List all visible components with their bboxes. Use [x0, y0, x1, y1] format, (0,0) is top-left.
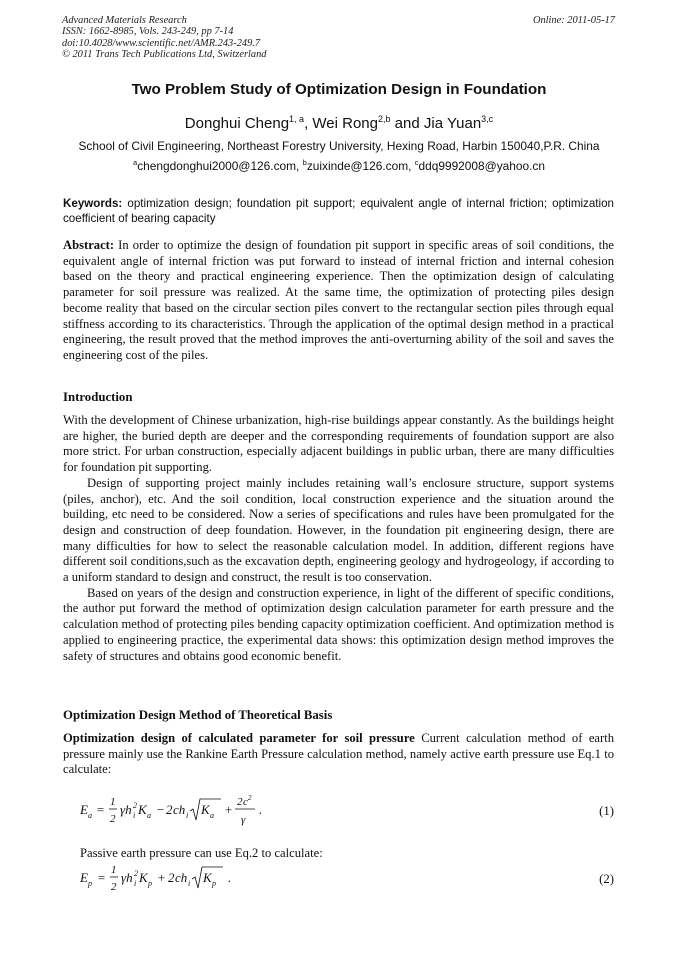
svg-text:i: i	[186, 811, 189, 820]
svg-text:+: +	[157, 870, 166, 885]
svg-text:E: E	[80, 870, 88, 885]
svg-text:.: .	[228, 870, 232, 885]
section-2-paragraph	[63, 731, 614, 778]
svg-text:a: a	[210, 811, 214, 820]
svg-text:γh: γh	[121, 870, 133, 885]
svg-text:2: 2	[134, 869, 138, 878]
svg-text:i: i	[133, 811, 136, 820]
svg-text:p: p	[88, 879, 92, 888]
keywords	[63, 196, 614, 226]
email-list	[0, 159, 678, 173]
svg-text:2: 2	[111, 881, 117, 893]
svg-text:p: p	[212, 879, 216, 888]
paper-title: Two Problem Study of Optimization Design in Foundation	[131, 81, 547, 98]
svg-text:K: K	[201, 802, 210, 817]
online-date: Online: 2011-05-17	[532, 15, 615, 26]
svg-text:E: E	[80, 802, 88, 817]
email-1-sup: a	[133, 158, 138, 167]
svg-text:K: K	[139, 870, 148, 885]
keywords-label: Keywords:	[63, 197, 123, 210]
email-2-sup: b	[302, 158, 307, 167]
journal-name: Advanced Materials Research	[62, 15, 187, 26]
equation-1	[80, 790, 280, 830]
svg-text:a: a	[88, 811, 92, 820]
affiliation: School of Civil Engineering, Northeast Forestry University, Hexing Road, Harbin 150040,P.R. China	[78, 139, 600, 153]
svg-text:2: 2	[110, 813, 116, 825]
svg-text:i: i	[188, 879, 191, 888]
equation-2-number: (2)	[599, 872, 614, 886]
svg-text:2: 2	[133, 801, 137, 810]
intro-paragraph-3: Based on years of the design and construction experience, in light of the different of specific conditions, the author put forward the method of optimization design calculation parameter for earth pressure and the calculation method of protecting piles bending capacity optimization coefficient. And optimization method is applied to engineering practice, the experimental data shows: this optimization design method improves the safety of structures and obtains good economic benefit.	[63, 585, 614, 663]
journal-header	[62, 15, 266, 61]
svg-text:−: −	[156, 802, 165, 817]
abstract-text: In order to optimize the design of foundation pit support in specific areas of soil conditions, the equivalent angle of internal friction was put forward to instead of internal friction and internal cohesion based on the theory and practical engineering experience. Then the optimization design of calculating parameter for soil pressure was realized. At the same time, the optimization of protecting piles design become reality that based on the circular section piles convert to the rectangular section piles through equal stiffness according to its characteristics. Through the application of the optimal design method in a practical engineering, the result proved that the method improves the anti-overturning ability of the soil and saves the engineering cost of the piles.	[63, 238, 614, 362]
intro-paragraph-2: Design of supporting project mainly includes retaining wall’s enclosure structure, support systems (piles, anchor), etc. And the soil condition, local construction experience and the situation around the building, etc need to be considered. Now a series of specifications and rules have been promulgated for the design and construction of deep foundation. However, in the foundation pit engineering design, there are many difficulties for how to select the reasonable calculation model. In addition, different regions have different soil conditions,such as the excavation depth, engineering geology and hydrogeology, if according to a uniform standard to design and construct, the result is too conservation.	[63, 475, 614, 585]
author-list	[0, 115, 678, 132]
section-2-heading: Optimization Design Method of Theoretical Basis	[63, 708, 333, 722]
author-3-name: Jia Yuan	[423, 115, 482, 132]
svg-text:p: p	[148, 879, 152, 888]
svg-text:ch: ch	[173, 802, 186, 817]
svg-text:2: 2	[168, 870, 175, 885]
svg-text:a: a	[147, 811, 151, 820]
svg-text:K: K	[203, 870, 212, 885]
abstract-label: Abstract:	[63, 238, 115, 252]
doi-line: doi:10.4028/www.scientific.net/AMR.243-249.7	[62, 37, 261, 49]
email-3: ddq9992008@yahoo.cn	[418, 159, 545, 173]
email-2: zuixinde@126.com,	[306, 159, 415, 173]
svg-text:2: 2	[237, 796, 243, 808]
author-2-sup: 2,b	[378, 114, 391, 124]
svg-text:=: =	[96, 802, 105, 817]
equation-1-number: (1)	[599, 804, 614, 818]
equation-2	[80, 860, 260, 898]
author-1-name: Donghui Cheng	[184, 115, 290, 132]
svg-text:K: K	[138, 802, 147, 817]
introduction-body	[63, 413, 614, 664]
author-1-sup: 1, a	[289, 114, 305, 124]
svg-text:1: 1	[111, 864, 117, 876]
svg-text:2: 2	[248, 794, 252, 802]
keywords-text: optimization design; foundation pit support; equivalent angle of internal friction; optimization coefficient of bearing capacity	[63, 197, 614, 225]
author-separator: ,	[304, 115, 313, 132]
email-1: chengdonghui2000@126.com,	[137, 159, 303, 173]
author-2-name: Wei Rong	[312, 115, 378, 132]
passive-text: Passive earth pressure can use Eq.2 to calculate:	[80, 846, 323, 860]
svg-text:ch: ch	[175, 870, 188, 885]
section-2-text: Current calculation method of earth pressure mainly use the Rankine Earth Pressure calculation method, namely active earth pressure use Eq.1 to calculate:	[63, 731, 614, 777]
issn-line: ISSN: 1662-8985, Vols. 243-249, pp 7-14	[62, 26, 234, 38]
author-separator: and	[390, 115, 424, 132]
abstract	[63, 238, 614, 364]
svg-text:γ: γ	[241, 814, 246, 826]
introduction-heading: Introduction	[63, 390, 133, 404]
svg-text:+: +	[224, 802, 233, 817]
svg-text:2: 2	[166, 802, 173, 817]
author-3-sup: 3,c	[481, 114, 494, 124]
svg-text:1: 1	[110, 796, 116, 808]
section-2-subheading: Optimization design of calculated parameter for soil pressure	[63, 731, 415, 745]
svg-text:i: i	[134, 879, 137, 888]
svg-text:=: =	[97, 870, 106, 885]
copyright-line: © 2011 Trans Tech Publications Ltd, Switzerland	[62, 49, 267, 61]
svg-text:.: .	[259, 802, 263, 817]
svg-text:c: c	[243, 796, 248, 808]
intro-paragraph-1: With the development of Chinese urbanization, high-rise buildings appear constantly. As the buildings height are higher, the buried depth are deeper and the corresponding requirements of foundation support are also more strict. For urban construction, especially adjacent buildings in public urban, there are many difficulties for foundation pit supporting.	[63, 413, 614, 475]
email-3-sup: c	[414, 158, 419, 167]
svg-text:γh: γh	[120, 802, 132, 817]
